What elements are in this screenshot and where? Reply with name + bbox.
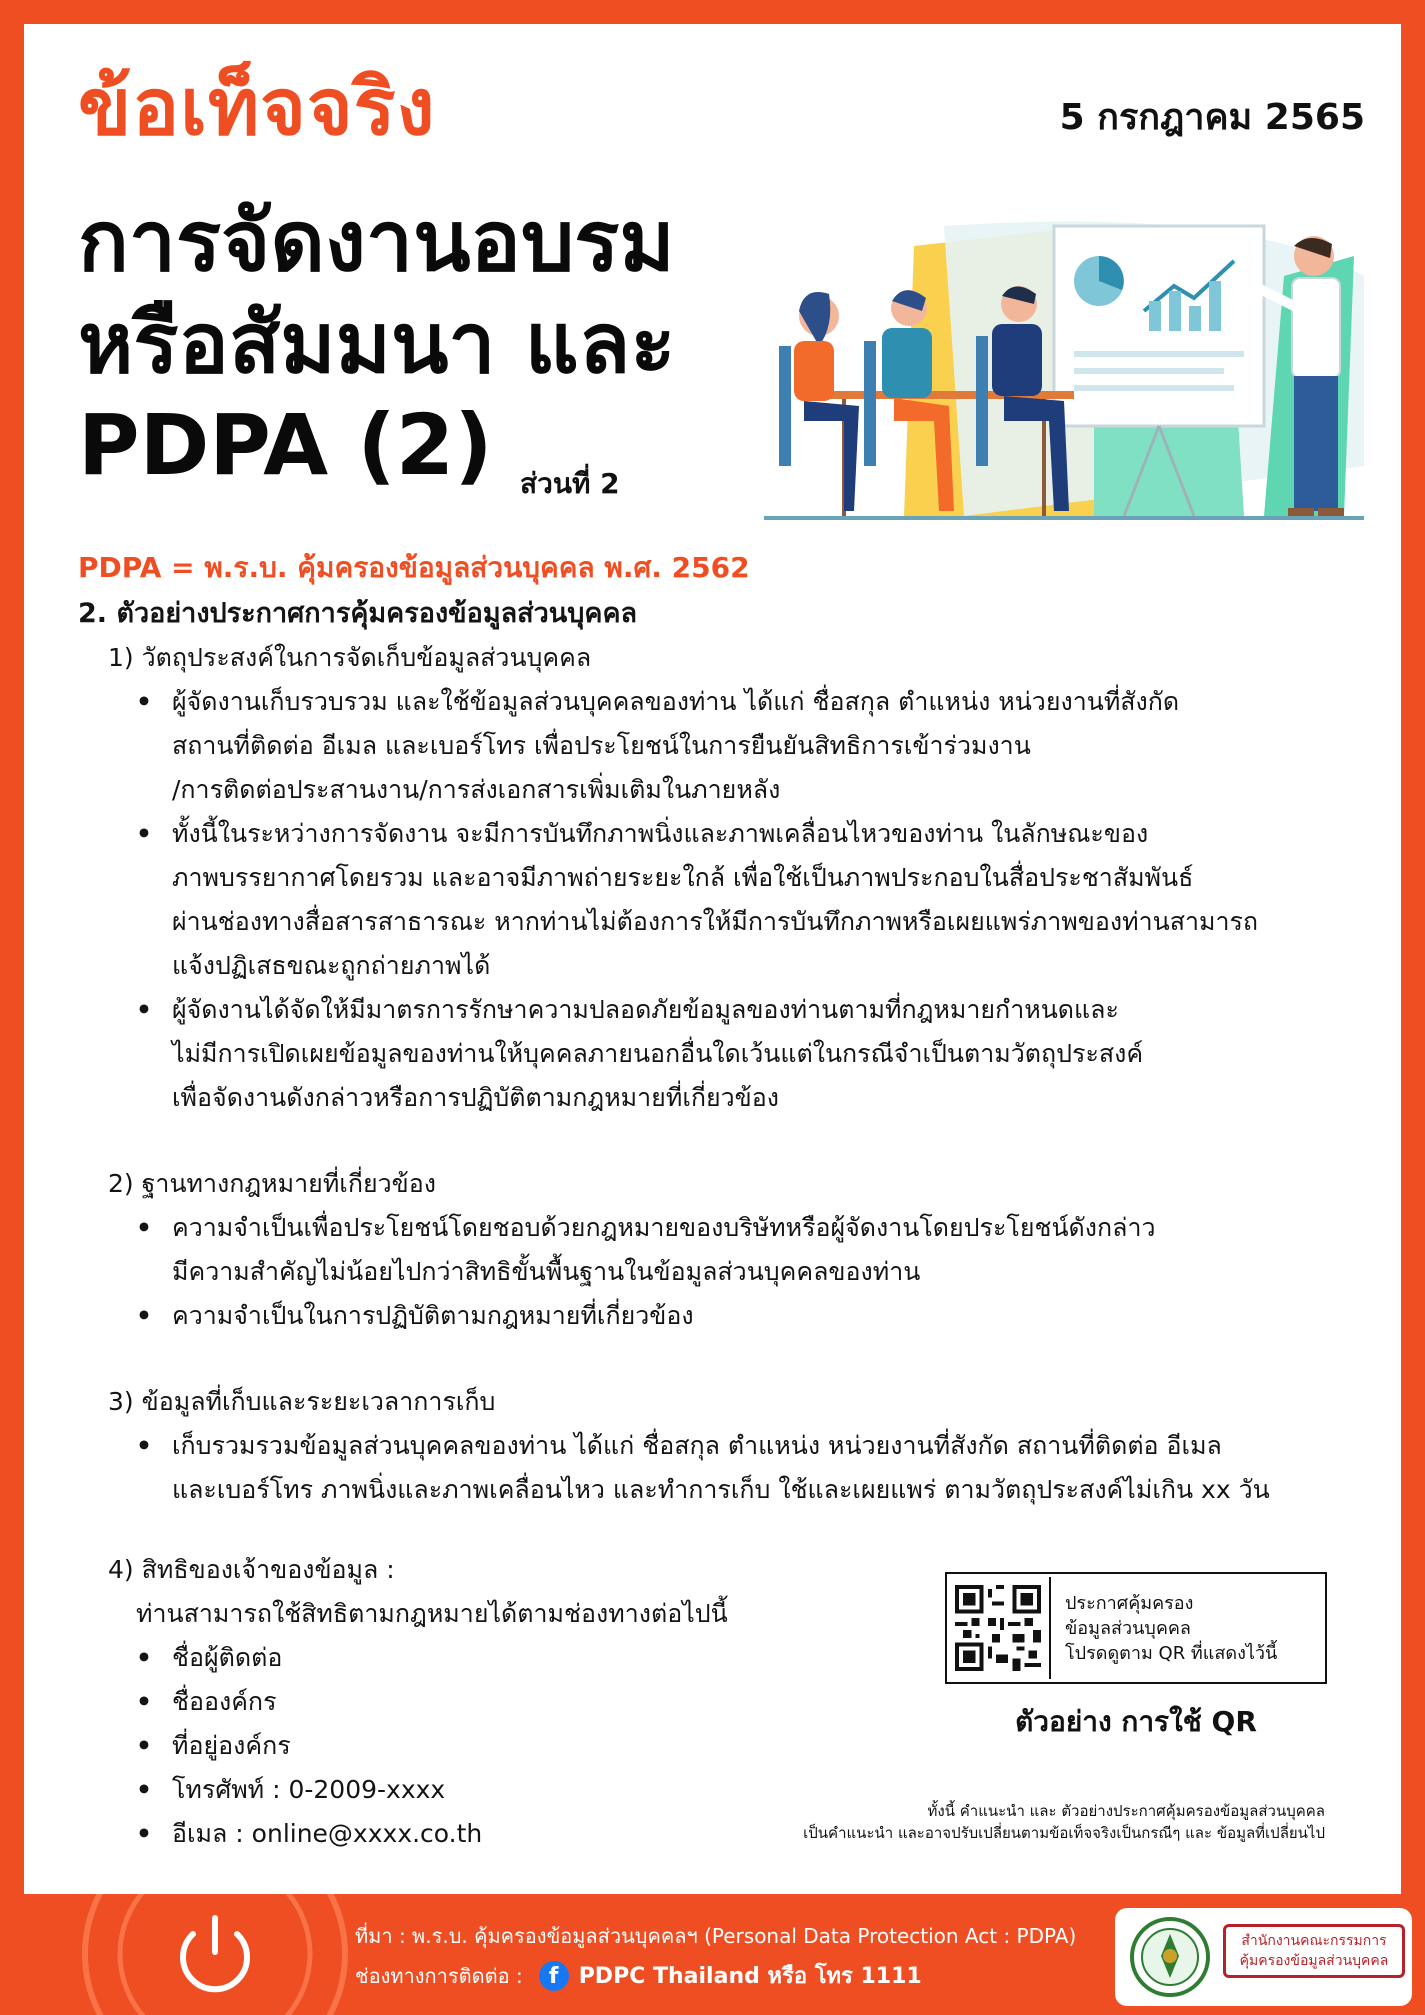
list-item: • ชื่อผู้ติดต่อ	[172, 1636, 728, 1680]
list-item: • ชื่อองค์กร	[172, 1680, 728, 1724]
text-line: • ผู้จัดงานเก็บรวบรวม และใช้ข้อมูลส่วนบุคคลของท่าน ได้แก่ ชื่อสกุล ตำแหน่ง หน่วยงานที่สังกัด	[172, 687, 1180, 716]
disclaimer-note	[645, 1800, 1325, 1844]
text-line: • ทั้งนี้ในระหว่างการจัดงาน จะมีการบันทึกภาพนิ่งและภาพเคลื่อนไหวของท่าน ในลักษณะของ	[172, 819, 1149, 848]
page-title	[78, 190, 798, 496]
title-line: การจัดงานอบรม	[78, 192, 675, 290]
text-line: • ความจำเป็นเพื่อประโยชน์โดยชอบด้วยกฎหมายของบริษัทหรือผู้จัดงานโดยประโยชน์ดังกล่าว	[172, 1213, 1156, 1242]
text-line: คุ้มครองข้อมูลส่วนบุคคล	[1239, 1953, 1389, 1969]
rights-list	[108, 1636, 728, 1856]
text-line: /การติดต่อประสานงาน/การส่งเอกสารเพิ่มเติมในภายหลัง	[172, 775, 781, 804]
retention-list	[78, 1424, 1368, 1512]
qr-caption: ตัวอย่าง การใช้ QR	[1015, 1705, 1257, 1738]
legal-basis-heading: 2) ฐานทางกฎหมายที่เกี่ยวข้อง	[108, 1169, 436, 1198]
part-label: ส่วนที่ 2	[520, 467, 620, 500]
text-line: • ผู้จัดงานได้จัดให้มีมาตรการรักษาความปลอดภัยข้อมูลของท่านตามที่กฎหมายกำหนดและ	[172, 995, 1119, 1024]
text-line: เพื่อจัดงานดังกล่าวหรือการปฏิบัติตามกฎหมายที่เกี่ยวข้อง	[172, 1083, 779, 1112]
power-icon	[183, 1918, 247, 1989]
contact-label: ช่องทางการติดต่อ :	[355, 1963, 523, 1988]
list-item	[172, 1424, 1368, 1512]
qr-example-box	[945, 1572, 1327, 1684]
text-line: • เก็บรวมรวมข้อมูลส่วนบุคคลของท่าน ได้แก่ ชื่อสกุล ตำแหน่ง หน่วยงานที่สังกัด สถานที่ติดต่อ อีเมล	[172, 1431, 1222, 1460]
text-line: แจ้งปฏิเสธขณะถูกถ่ายภาพได้	[172, 951, 491, 980]
list-item: • ที่อยู่องค์กร	[172, 1724, 728, 1768]
fact-label: ข้อเท็จจริง	[78, 63, 436, 153]
list-item	[172, 812, 1368, 988]
text-line: มีความสำคัญไม่น้อยไปกว่าสิทธิขั้นพื้นฐานในข้อมูลส่วนบุคคลของท่าน	[172, 1257, 921, 1286]
title-line: หรือสัมมนา และ	[78, 294, 676, 392]
text-line: • ความจำเป็นในการปฏิบัติตามกฎหมายที่เกี่ยวข้อง	[172, 1301, 694, 1330]
list-item: • โทรศัพท์ : 0-2009-xxxx	[172, 1768, 728, 1812]
pdpa-definition: PDPA = พ.ร.บ. คุ้มครองข้อมูลส่วนบุคคล พ.ศ. 2562	[78, 551, 750, 584]
text-line: โปรดดูตาม QR ที่แสดงไว้นี้	[1065, 1642, 1278, 1664]
rights-section	[108, 1548, 728, 1856]
title-line: PDPA (2)	[78, 396, 493, 494]
contact-line	[355, 1958, 922, 1993]
date-label: 5 กรกฎาคม 2565	[1059, 97, 1365, 138]
text-line: สำนักงานคณะกรรมการ	[1241, 1933, 1387, 1949]
list-item	[172, 1206, 1368, 1294]
list-item	[172, 680, 1368, 812]
qr-text	[1051, 1591, 1277, 1666]
text-line: ไม่มีการเปิดเผยข้อมูลของท่านให้บุคคลภายนอกอื่นใดเว้นแต่ในกรณีจำเป็นตามวัตถุประสงค์	[172, 1039, 1144, 1068]
list-item	[172, 1294, 1368, 1338]
text-line: ทั้งนี้ คำแนะนำ และ ตัวอย่างประกาศคุ้มครองข้อมูลส่วนบุคคล	[927, 1802, 1325, 1820]
meeting-illustration	[764, 216, 1364, 526]
office-name-badge	[1223, 1924, 1405, 1978]
text-line: เป็นคำแนะนำ และอาจปรับเปลี่ยนตามข้อเท็จจริงเป็นกรณีๆ และ ข้อมูลที่เปลี่ยนไป	[803, 1824, 1325, 1842]
legal-basis-list	[78, 1206, 1368, 1338]
spacer	[78, 1120, 1368, 1162]
list-item: • อีเมล : online@xxxx.co.th	[172, 1812, 728, 1856]
ministry-seal-icon	[1129, 1916, 1211, 1998]
section-heading: 2. ตัวอย่างประกาศการคุ้มครองข้อมูลส่วนบุคคล	[78, 598, 638, 629]
purpose-list	[78, 680, 1368, 1120]
contact-text[interactable]: PDPC Thailand หรือ โทร 1111	[578, 1964, 922, 1989]
facebook-icon[interactable]: f	[539, 1961, 569, 1991]
text-line: ผ่านช่องทางสื่อสารสาธารณะ หากท่านไม่ต้องการให้มีการบันทึกภาพหรือเผยแพร่ภาพของท่านสามารถ	[172, 907, 1259, 936]
list-item	[172, 988, 1368, 1120]
qr-code-icon	[947, 1577, 1051, 1679]
rights-subheading: ท่านสามารถใช้สิทธิตามกฎหมายได้ตามช่องทางต่อไปนี้	[136, 1599, 728, 1628]
text-line: ภาพบรรยากาศโดยรวม และอาจมีภาพถ่ายระยะใกล้ เพื่อใช้เป็นภาพประกอบในสื่อประชาสัมพันธ์	[172, 863, 1194, 892]
text-line: และเบอร์โทร ภาพนิ่งและภาพเคลื่อนไหว และทำการเก็บ ใช้และเผยแพร่ ตามวัตถุประสงค์ไม่เกิน xx วัน	[172, 1475, 1270, 1504]
text-line: สถานที่ติดต่อ อีเมล และเบอร์โทร เพื่อประโยชน์ในการยืนยันสิทธิการเข้าร่วมงาน	[172, 731, 1031, 760]
source-citation: ที่มา : พ.ร.บ. คุ้มครองข้อมูลส่วนบุคคลฯ (Personal Data Protection Act : PDPA)	[355, 1924, 1077, 1948]
retention-heading: 3) ข้อมูลที่เก็บและระยะเวลาการเก็บ	[108, 1387, 496, 1416]
notice-content	[78, 592, 1368, 1512]
rights-heading: 4) สิทธิของเจ้าของข้อมูล :	[108, 1555, 395, 1584]
pdpc-logo	[1115, 1908, 1412, 2006]
text-line: ประกาศคุ้มครอง	[1065, 1592, 1194, 1614]
text-line: ข้อมูลส่วนบุคคล	[1065, 1617, 1191, 1639]
purpose-heading: 1) วัตถุประสงค์ในการจัดเก็บข้อมูลส่วนบุคคล	[108, 643, 592, 672]
spacer	[78, 1338, 1368, 1380]
